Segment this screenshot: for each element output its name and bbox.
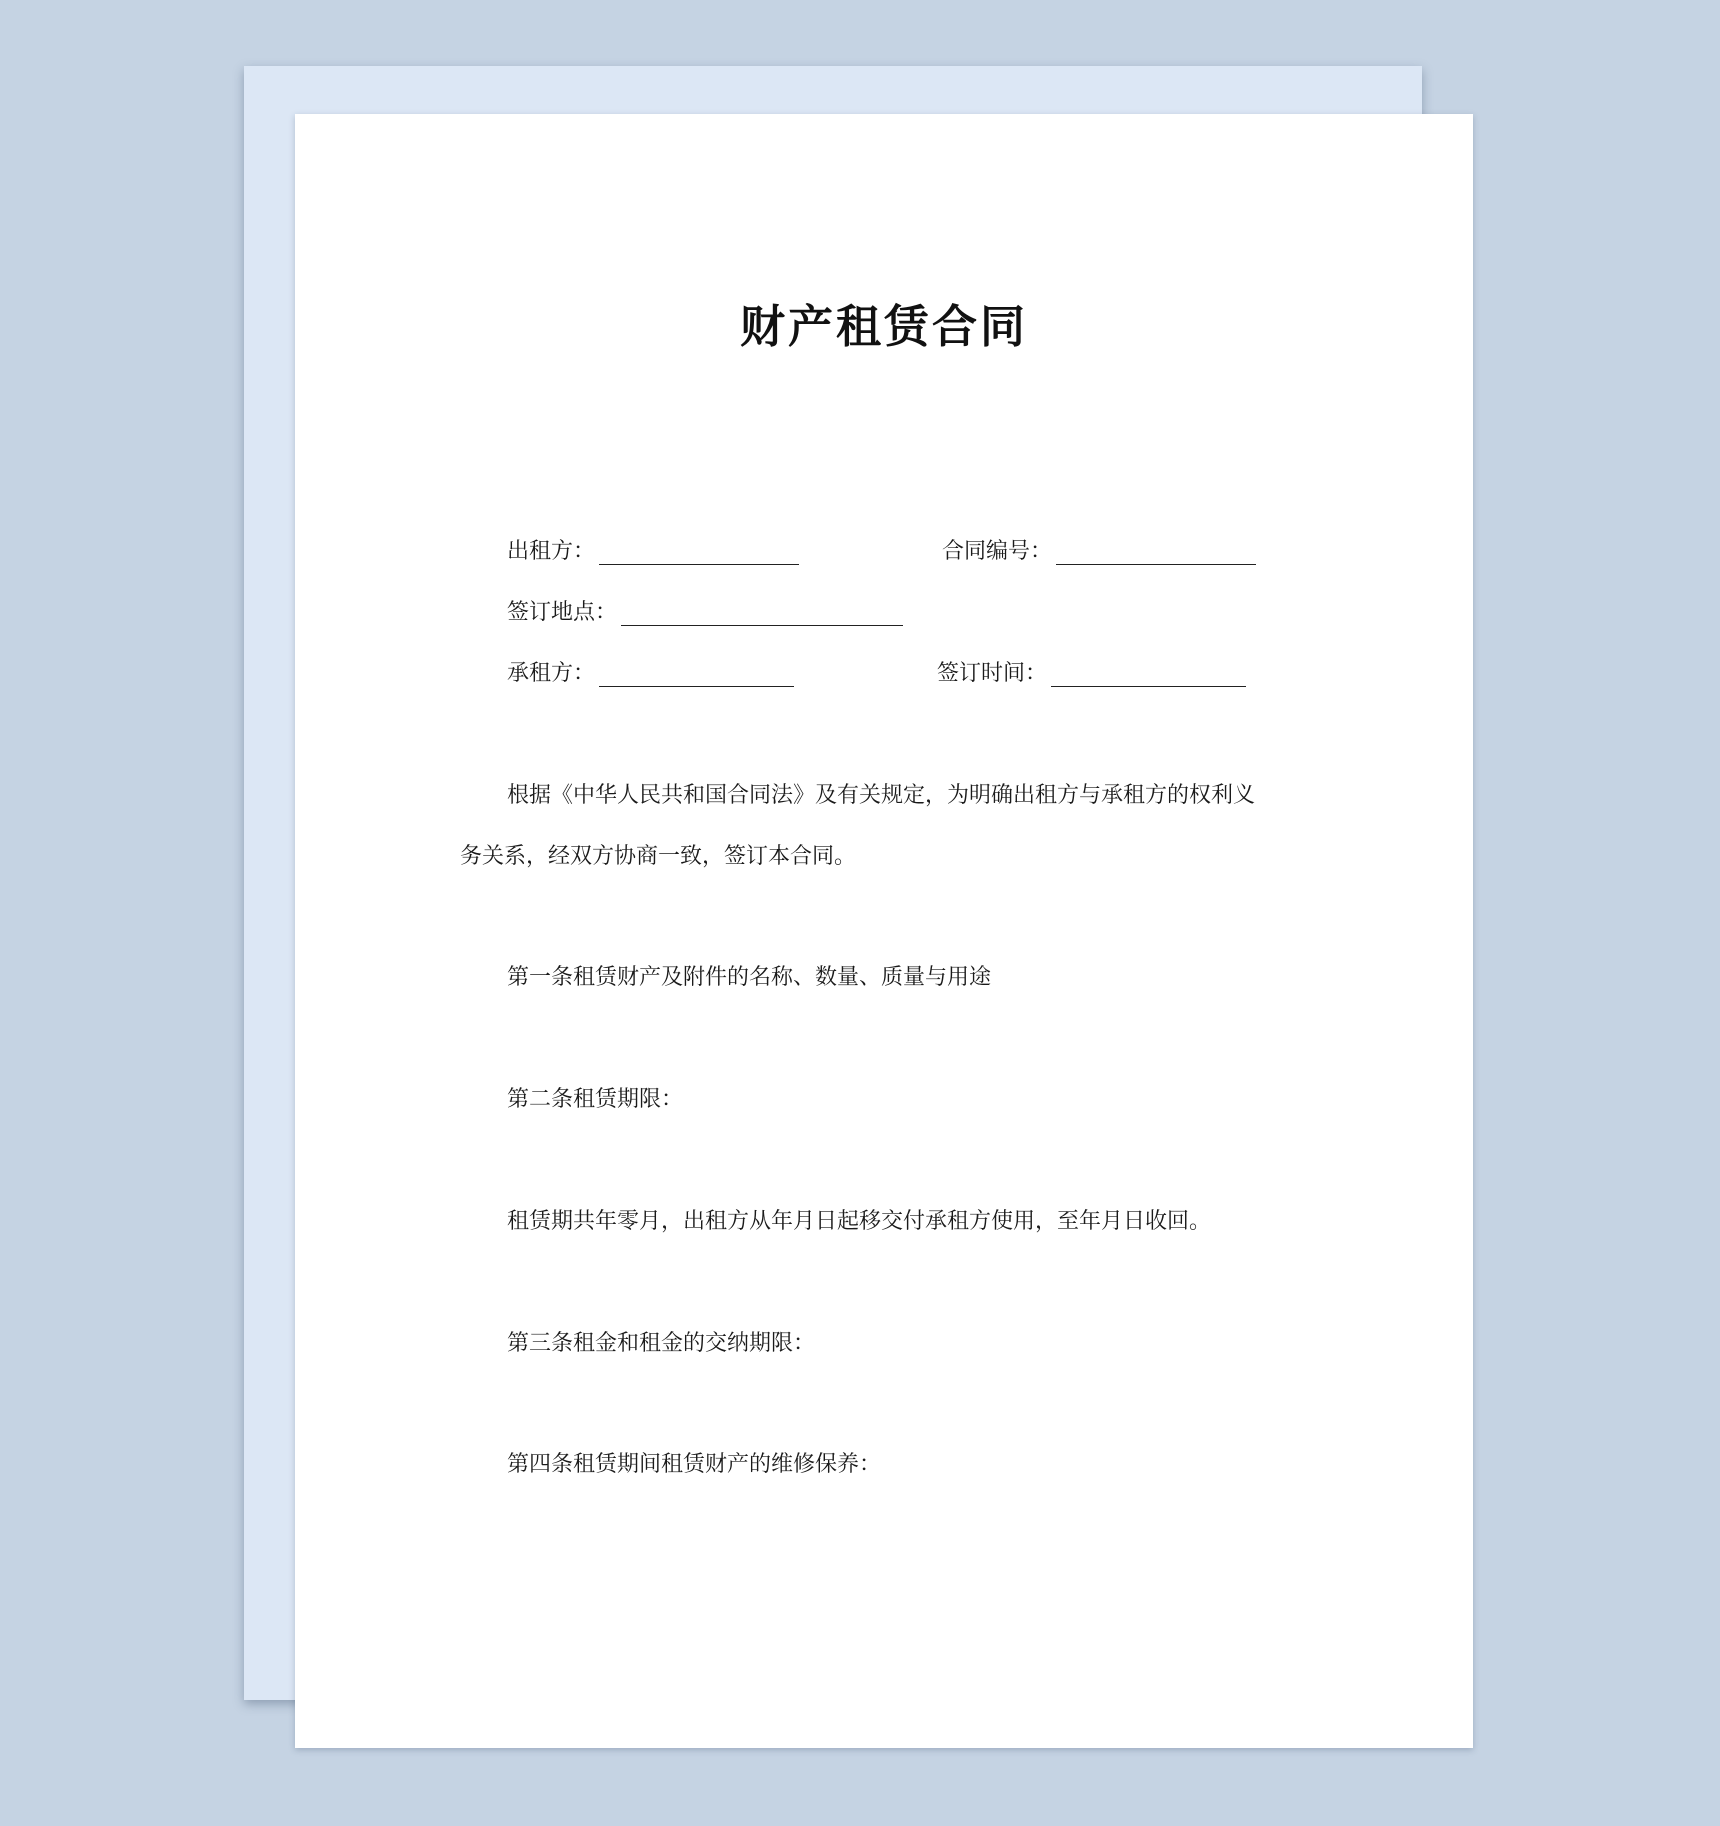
document-page [295, 114, 1473, 1748]
contract-no-blank[interactable] [1056, 542, 1256, 565]
lessor-field [507, 534, 799, 565]
intro-paragraph-line2: 务关系，经双方协商一致，签订本合同。 [460, 844, 857, 869]
intro-paragraph-line1: 根据《中华人民共和国合同法》及有关规定，为明确出租方与承租方的权利义 [507, 783, 1256, 808]
article-2-heading: 第二条租赁期限： [507, 1087, 684, 1112]
document-title: 财产租赁合同 [739, 300, 1028, 353]
lessee-blank[interactable] [599, 664, 794, 687]
article-2-body: 租赁期共年零月，出租方从年月日起移交付承租方使用，至年月日收回。 [507, 1209, 1212, 1234]
lessee-label: 承租方： [507, 661, 596, 686]
contract-no-label: 合同编号： [942, 539, 1053, 564]
lessor-label: 出租方： [507, 539, 596, 564]
sign-place-blank[interactable] [621, 603, 903, 626]
article-3-heading: 第三条租金和租金的交纳期限： [507, 1331, 816, 1356]
sign-time-blank[interactable] [1051, 664, 1246, 687]
lessee-field [507, 656, 794, 687]
sign-time-label: 签订时间： [937, 661, 1048, 686]
sign-place-field [507, 595, 903, 626]
sign-time-field [937, 656, 1246, 687]
contract-no-field [942, 534, 1256, 565]
article-1-heading: 第一条租赁财产及附件的名称、数量、质量与用途 [507, 965, 992, 990]
lessor-blank[interactable] [599, 542, 799, 565]
sign-place-label: 签订地点： [507, 600, 618, 625]
article-4-heading: 第四条租赁期间租赁财产的维修保养： [507, 1452, 882, 1477]
